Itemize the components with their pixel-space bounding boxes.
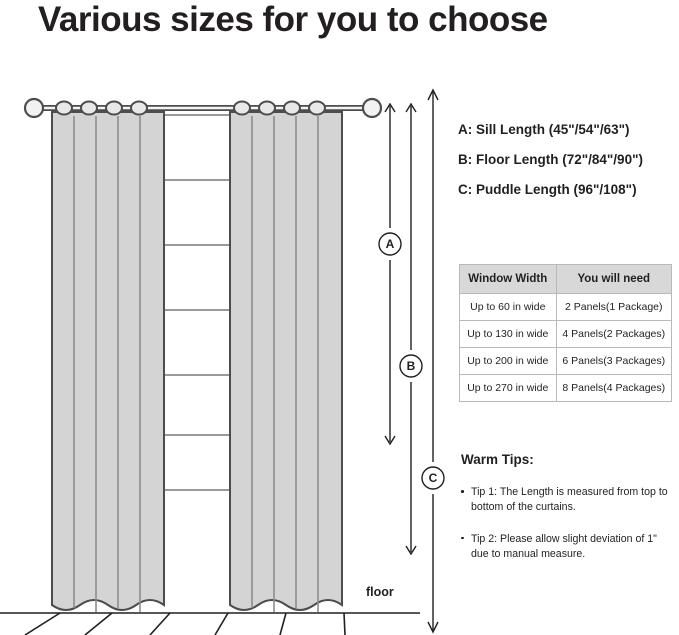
bullet-icon: [461, 537, 464, 540]
table-cell-need: 2 Panels(1 Package): [556, 294, 671, 321]
floor: [0, 613, 420, 635]
dimension-line-c: [428, 90, 438, 632]
table-cell-need: 4 Panels(2 Packages): [556, 321, 671, 348]
table-cell-width: Up to 130 in wide: [460, 321, 557, 348]
curtain-panel-right: [230, 102, 342, 613]
table-row: [460, 294, 672, 321]
dimension-line-b: [406, 104, 416, 554]
table-header-you-will-need: You will need: [556, 265, 671, 294]
table-row: [460, 348, 672, 375]
bullet-icon: [461, 490, 464, 493]
marker-a-label: A: [385, 237, 395, 251]
page-title: Various sizes for you to choose: [38, 0, 548, 39]
warm-tip-text: Tip 2: Please allow slight deviation of 1" due to manual measure.: [471, 532, 657, 561]
warm-tips-title: Warm Tips:: [461, 452, 534, 467]
length-legend: [458, 122, 673, 212]
table-row: [460, 375, 672, 402]
dimension-line-a: [385, 104, 395, 444]
legend-item-c: C: Puddle Length (96"/108"): [458, 182, 637, 197]
floor-label: floor: [366, 585, 394, 599]
legend-item-b: B: Floor Length (72"/84"/90"): [458, 152, 643, 167]
curtain-diagram: [0, 60, 450, 635]
table-cell-need: 8 Panels(4 Packages): [556, 375, 671, 402]
marker-b-label: B: [406, 359, 416, 373]
table-header-window-width: Window Width: [460, 265, 557, 294]
table-row: [460, 321, 672, 348]
table-header-row: [460, 265, 672, 294]
window-width-table: [459, 264, 672, 402]
table-cell-width: Up to 60 in wide: [460, 294, 557, 321]
warm-tips-section: [461, 452, 673, 578]
warm-tip-text: Tip 1: The Length is measured from top to bottom of the curtains.: [471, 486, 668, 514]
table-cell-width: Up to 270 in wide: [460, 375, 557, 402]
curtain-panel-left: [52, 102, 164, 613]
table-cell-need: 6 Panels(3 Packages): [556, 348, 671, 375]
warm-tip-item: [461, 485, 673, 516]
legend-item-a: A: Sill Length (45"/54"/63"): [458, 122, 630, 137]
warm-tip-item: [461, 532, 673, 563]
table-cell-width: Up to 200 in wide: [460, 348, 557, 375]
marker-c-label: C: [428, 471, 438, 485]
